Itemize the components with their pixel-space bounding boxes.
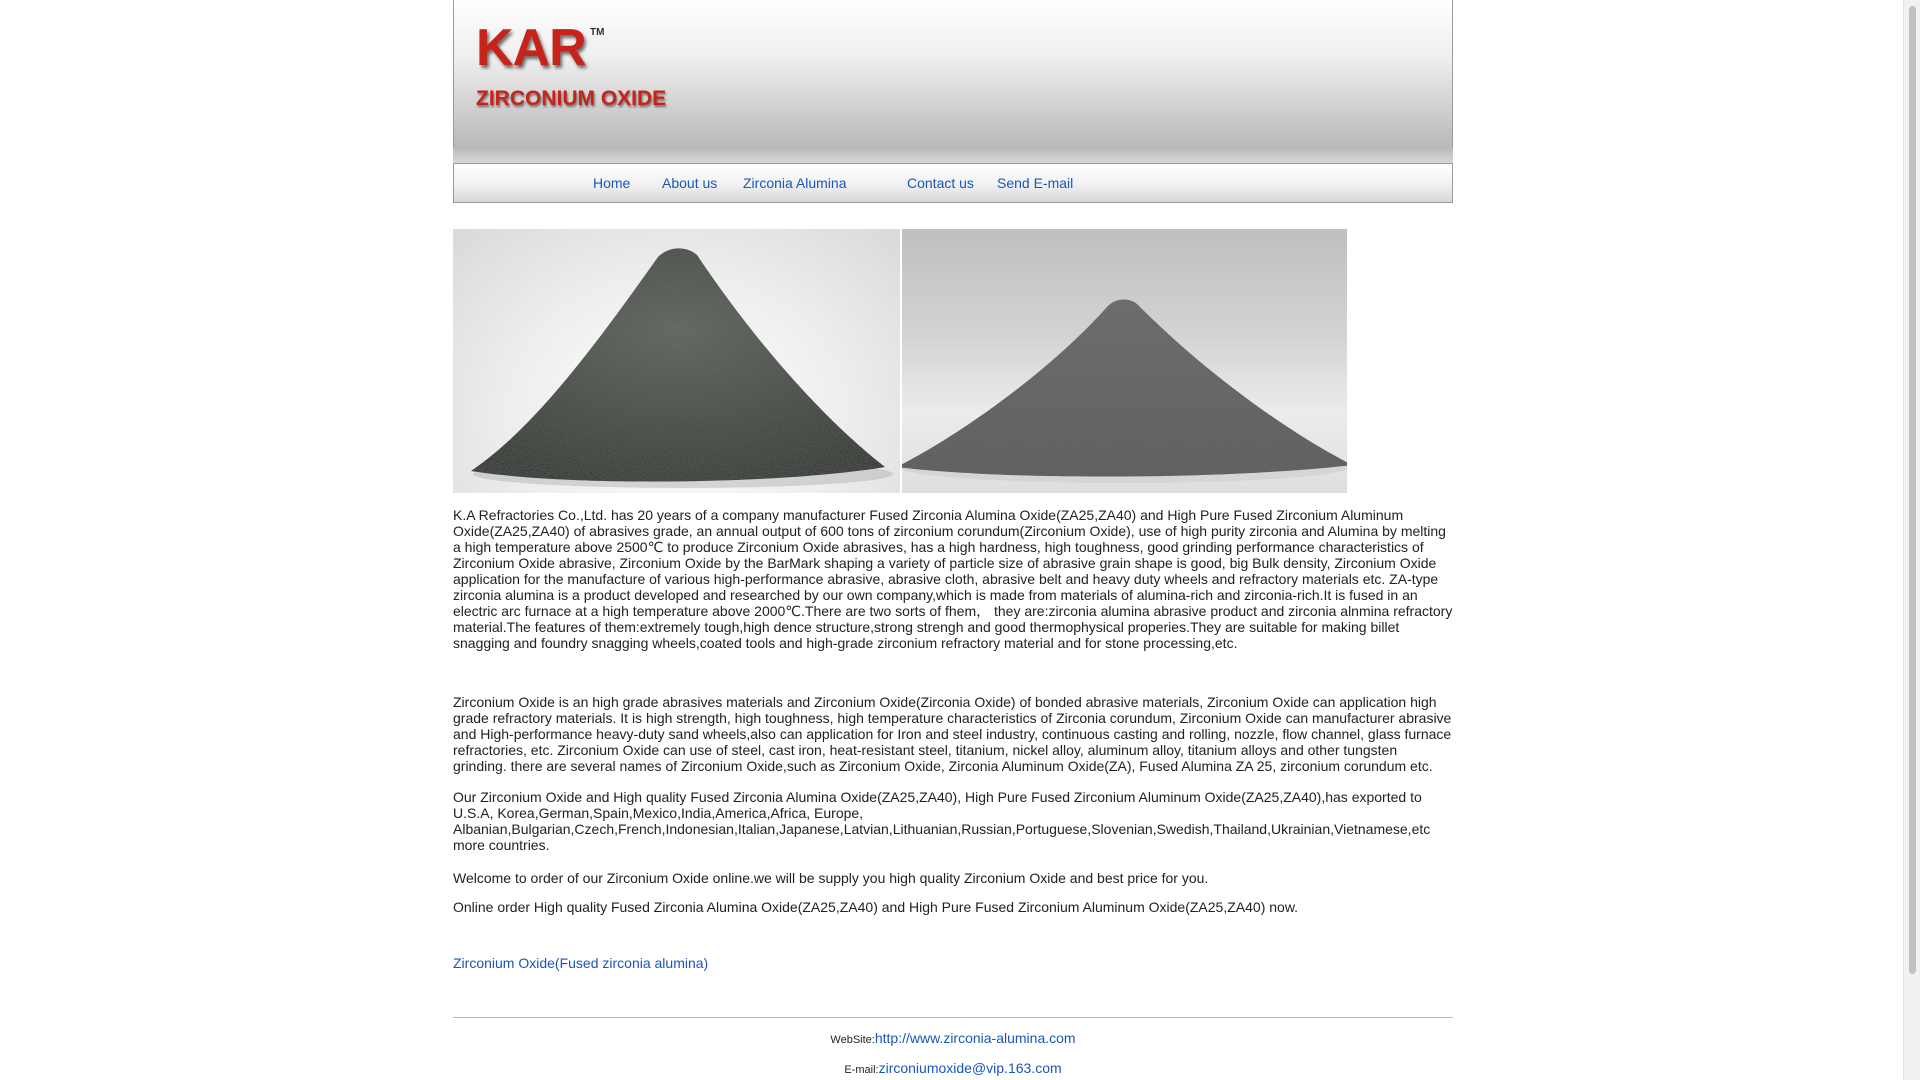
product-link[interactable]: Zirconium Oxide(Fused zirconia alumina) bbox=[453, 955, 709, 971]
article-paragraph-order: Online order High quality Fused Zirconia Alumina Oxide(ZA25,ZA40) and High Pure Fused Zirconium Aluminum Oxide(ZA25,ZA40) now. bbox=[453, 899, 1299, 915]
scrollbar-thumb[interactable] bbox=[1909, 6, 1916, 974]
logo-kar: KAR bbox=[476, 19, 586, 77]
header-divider-strip bbox=[453, 148, 1453, 163]
footer-website-row bbox=[453, 1030, 1453, 1048]
article-paragraph-export: Our Zirconium Oxide and High quality Fused Zirconia Alumina Oxide(ZA25,ZA40), High Pure Fused Zirconium Aluminum Oxide(ZA25,ZA40),has exported to U.S.A, Korea,German,Spain,Mexico,India,America,Africa, Europe, Albanian,Bulgarian,Czech,French,Indonesian,Italian,Japanese,Latvian,Lithuanian,Russian,Portuguese,Slovenian,Swedish,Thailand,Ukrainian,Vietnamese,etc more countries. bbox=[453, 789, 1431, 853]
article-paragraph-intro: K.A Refractories Co.,Ltd. has 20 years of a company manufacturer Fused Zirconia Alumina Oxide(ZA25,ZA40) and High Pure Fused Zirconium Aluminum Oxide(ZA25,ZA40) of abrasives grade, an annual output of 600 tons of zirconium corundum(Zirconium Oxide), use of high purity zirconia and Alumina by melting a high temperature above 2500℃ to produce Zirconium Oxide abrasives, has a high hardness, high toughness, good grinding performance characteristics of Zirconium Oxide abrasive, Zirconium Oxide by the BarMark shaping a variety of particle size of abrasive grain shape is good, big Bulk density, Zirconium Oxide application for the manufacture of various high-performance abrasive, abrasive cloth, abrasive belt and heavy duty wheels and refractory materials etc. ZA-type zirconia alumina is a product developed and researched by our own company,which is made from materials of alumina-rich and zirconia-rich.It is fused in an electric arc furnace at a high temperature above 2000℃.There are two sorts of fhem， they are:zirconia alumina abrasive product and zirconia alnmina refractory material.The features of them:extremely tough,high dence structure,strong strengh and good thermophysical properies.They are suitable for making billet snagging and foundry snagging wheels,coated tools and high-grade zirconium refractory material and for stone processing,etc. bbox=[453, 507, 1453, 651]
footer-divider bbox=[453, 1017, 1453, 1018]
email-link[interactable]: zirconiumoxide@vip.163.com bbox=[878, 1060, 1062, 1076]
article-paragraph-welcome: Welcome to order of our Zirconium Oxide online.we will be supply you high quality Zirconium Oxide and best price for you. bbox=[453, 870, 1209, 886]
main-nav bbox=[453, 163, 1453, 203]
website-link[interactable]: http://www.zirconia-alumina.com bbox=[874, 1030, 1076, 1046]
article-paragraph-applications: Zirconium Oxide is an high grade abrasives materials and Zirconium Oxide(Zirconia Oxide) of bonded abrasive materials, Zirconium Oxide can application high grade refractory materials. It is high strength, high toughness, high temperature characteristics of Zirconia corundum, Zirconium Oxide can manufacturer abrasive and High-performance heavy-duty sand wheels,also can application for Iron and steel industry, continuous casting and rolling, nozzle, flow channel, glass furnace refractories, etc. Zirconium Oxide can use of steel, cast iron, heat-resistant steel, titanium, nickel alloy, aluminum alloy, titanium alloys and other tungsten grinding. there are several names of Zirconium Oxide,such as Zirconium Oxide, Zirconia Aluminum Oxide(ZA), Fused Alumina ZA 25, zirconium corundum etc. bbox=[453, 694, 1452, 774]
nav-home[interactable]: Home bbox=[593, 175, 631, 191]
nav-send-email[interactable]: Send E-mail bbox=[997, 175, 1074, 191]
zirconia-grit-pile-coarse-photo bbox=[453, 229, 900, 493]
footer-email-row bbox=[453, 1060, 1453, 1078]
email-label: E-mail: bbox=[844, 1064, 879, 1076]
logo-subtitle: ZIRCONIUM OXIDE bbox=[476, 87, 667, 110]
site-header bbox=[453, 0, 1453, 149]
nav-about-us[interactable]: About us bbox=[662, 175, 718, 191]
website-label: WebSite: bbox=[830, 1034, 875, 1046]
nav-contact-us[interactable]: Contact us bbox=[907, 175, 974, 191]
trademark-mark: TM bbox=[590, 27, 605, 38]
vertical-scrollbar[interactable] bbox=[1903, 0, 1920, 1080]
nav-zirconia-alumina[interactable]: Zirconia Alumina bbox=[743, 175, 847, 191]
zirconia-grit-pile-fine-photo bbox=[902, 229, 1347, 493]
